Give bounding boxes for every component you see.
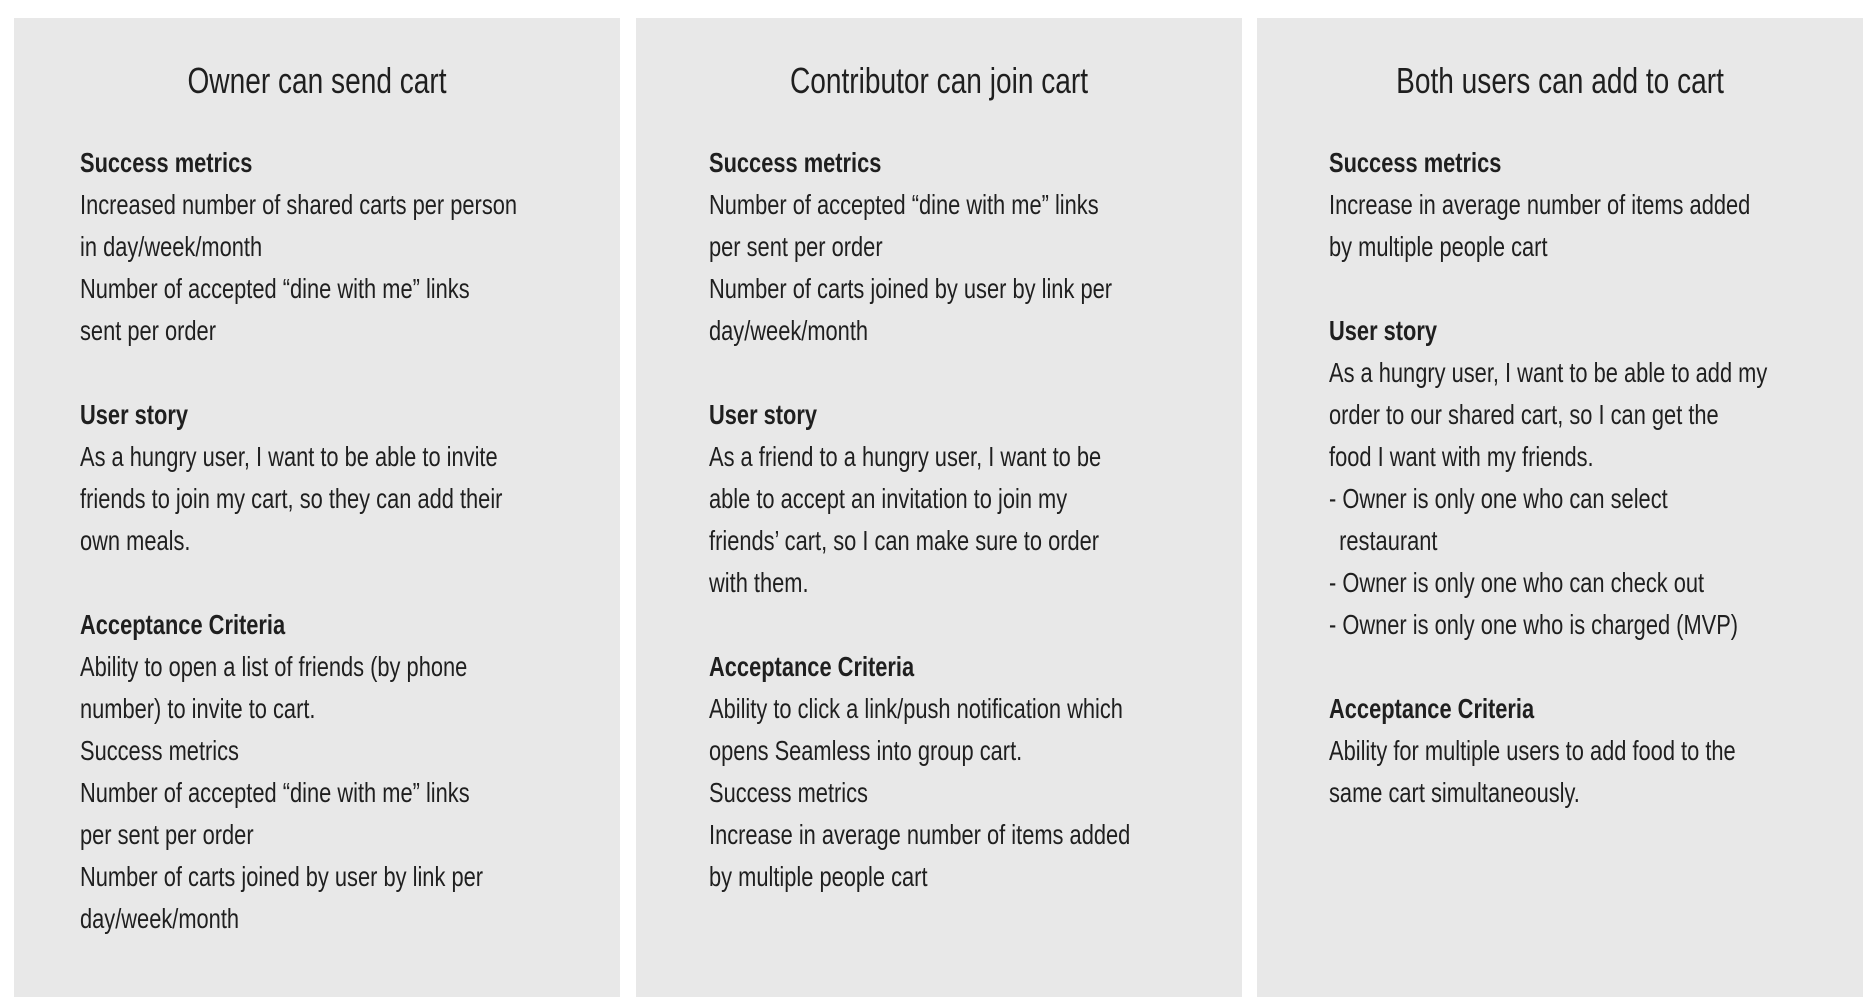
text-line: Increase in average number of items added (1329, 189, 1751, 220)
text-line: own meals. (80, 525, 191, 556)
text-line: per sent per order (709, 231, 883, 262)
text-line: Ability for multiple users to add food to the (1329, 735, 1736, 766)
panel-title: Owner can send cart (187, 60, 447, 101)
text-line: by multiple people cart (709, 861, 928, 892)
section-heading-success-metrics: Success metrics (1329, 147, 1502, 178)
text-line: Success metrics (709, 777, 868, 808)
section-heading-success-metrics: Success metrics (709, 147, 882, 178)
text-line: able to accept an invitation to join my (709, 483, 1068, 514)
text-line: Number of accepted “dine with me” links (80, 273, 470, 304)
section-heading-user-story: User story (709, 399, 818, 430)
text-line: Number of accepted “dine with me” links (80, 777, 470, 808)
text-line: per sent per order (80, 819, 254, 850)
text-line: number) to invite to cart. (80, 693, 316, 724)
text-line: friends to join my cart, so they can add their (80, 483, 503, 514)
text-line: sent per order (80, 315, 216, 346)
text-line: Increase in average number of items added (709, 819, 1131, 850)
list-item: - Owner is only one who can select (1329, 483, 1668, 514)
text-line: food I want with my friends. (1329, 441, 1594, 472)
text-line: day/week/month (80, 903, 240, 934)
panel-owner-can-send-cart (14, 18, 620, 997)
list-item: - Owner is only one who is charged (MVP) (1329, 609, 1739, 640)
text-line: As a hungry user, I want to be able to add my (1329, 357, 1768, 388)
text-line: opens Seamless into group cart. (709, 735, 1023, 766)
panel-contributor-can-join-cart (636, 18, 1242, 997)
section-heading-acceptance-criteria: Acceptance Criteria (1329, 693, 1535, 724)
section-heading-success-metrics: Success metrics (80, 147, 253, 178)
text-line: Ability to open a list of friends (by phone (80, 651, 468, 682)
panel-content (709, 142, 1177, 898)
text-line: Number of carts joined by user by link per (709, 273, 1113, 304)
text-line: same cart simultaneously. (1329, 777, 1580, 808)
text-line: by multiple people cart (1329, 231, 1548, 262)
text-line: Increased number of shared carts per person (80, 189, 518, 220)
text-line: As a friend to a hungry user, I want to be (709, 441, 1102, 472)
section-heading-user-story: User story (80, 399, 189, 430)
panel-both-users-can-add-to-cart (1257, 18, 1863, 997)
text-line: friends’ cart, so I can make sure to order (709, 525, 1100, 556)
section-heading-acceptance-criteria: Acceptance Criteria (80, 609, 286, 640)
panel-title: Both users can add to cart (1396, 60, 1724, 101)
text-line: Number of carts joined by user by link per (80, 861, 484, 892)
section-heading-user-story: User story (1329, 315, 1438, 346)
list-item-continuation: restaurant (1339, 525, 1438, 556)
text-line: with them. (709, 567, 809, 598)
section-heading-acceptance-criteria: Acceptance Criteria (709, 651, 915, 682)
panel-content (1329, 142, 1797, 814)
panel-content (80, 142, 548, 940)
text-line: in day/week/month (80, 231, 263, 262)
text-line: Success metrics (80, 735, 239, 766)
text-line: Ability to click a link/push notification which (709, 693, 1123, 724)
text-line: order to our shared cart, so I can get the (1329, 399, 1719, 430)
list-item: - Owner is only one who can check out (1329, 567, 1705, 598)
text-line: As a hungry user, I want to be able to invite (80, 441, 498, 472)
panel-title: Contributor can join cart (789, 60, 1089, 101)
text-line: day/week/month (709, 315, 869, 346)
text-line: Number of accepted “dine with me” links (709, 189, 1099, 220)
